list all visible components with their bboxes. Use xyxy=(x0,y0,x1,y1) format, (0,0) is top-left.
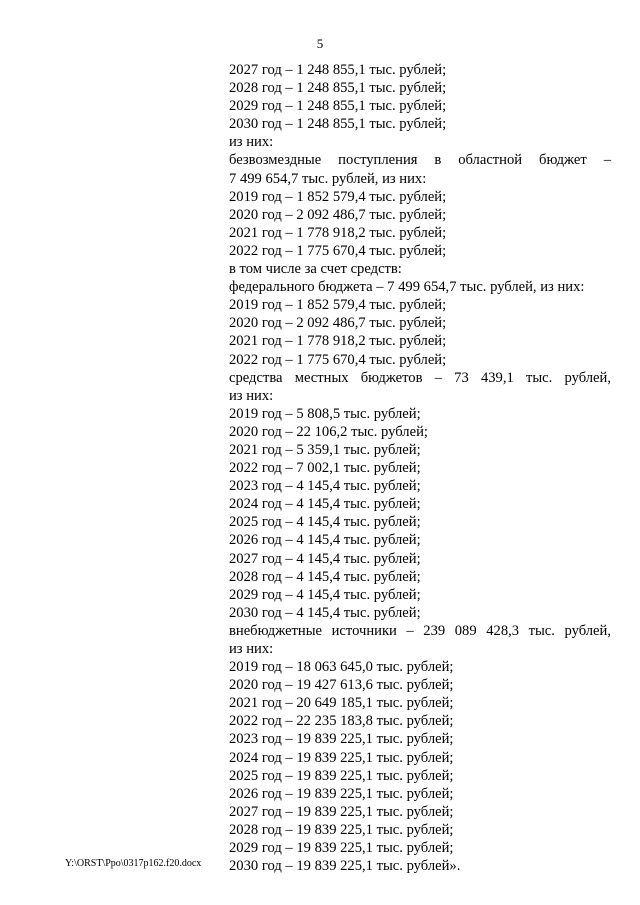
text-line: 2025 год – 4 145,4 тыс. рублей; xyxy=(229,514,421,531)
text-line: 2027 год – 4 145,4 тыс. рублей; xyxy=(229,550,421,567)
text-line: федерального бюджета – 7 499 654,7 тыс. рублей, из них: xyxy=(229,279,585,296)
text-line: 2024 год – 19 839 225,1 тыс. рублей; xyxy=(229,749,454,766)
text-line: 2025 год – 19 839 225,1 тыс. рублей; xyxy=(229,767,454,784)
text-line: 2029 год – 19 839 225,1 тыс. рублей; xyxy=(229,840,454,857)
text-line: 2020 год – 2 092 486,7 тыс. рублей; xyxy=(229,206,447,223)
text-line: 2023 год – 19 839 225,1 тыс. рублей; xyxy=(229,731,454,748)
text-line: 2019 год – 5 808,5 тыс. рублей; xyxy=(229,405,421,422)
text-line: 2021 год – 1 778 918,2 тыс. рублей; xyxy=(229,333,447,350)
text-line: 2022 год – 1 775 670,4 тыс. рублей; xyxy=(229,242,447,259)
text-line: 2028 год – 4 145,4 тыс. рублей; xyxy=(229,568,421,585)
text-line: 2019 год – 1 852 579,4 тыс. рублей; xyxy=(229,188,447,205)
text-line: 2030 год – 1 248 855,1 тыс. рублей; xyxy=(229,116,447,133)
text-line: в том числе за счет средств: xyxy=(229,261,402,278)
text-line: 2021 год – 20 649 185,1 тыс. рублей; xyxy=(229,695,454,712)
text-line: 2026 год – 4 145,4 тыс. рублей; xyxy=(229,532,421,549)
text-line: 2029 год – 1 248 855,1 тыс. рублей; xyxy=(229,98,447,115)
text-line: 2022 год – 7 002,1 тыс. рублей; xyxy=(229,460,421,477)
text-line: из них: xyxy=(229,641,274,657)
text-line: 2019 год – 18 063 645,0 тыс. рублей; xyxy=(229,659,454,676)
text-line: 2021 год – 5 359,1 тыс. рублей; xyxy=(229,441,421,458)
text-line: 2030 год – 4 145,4 тыс. рублей; xyxy=(229,604,421,621)
text-line: 2020 год – 22 106,2 тыс. рублей; xyxy=(229,423,428,440)
text-line: 2026 год – 19 839 225,1 тыс. рублей; xyxy=(229,785,454,802)
text-line: 2024 год – 4 145,4 тыс. рублей; xyxy=(229,496,421,513)
text-line: 2027 год – 19 839 225,1 тыс. рублей; xyxy=(229,803,454,820)
text-line: 2027 год – 1 248 855,1 тыс. рублей; xyxy=(229,62,447,78)
text-line: средства местных бюджетов – 73 439,1 тыс. рублей, xyxy=(229,369,611,386)
text-line: 7 499 654,7 тыс. рублей, из них: xyxy=(229,170,427,187)
text-line: 2030 год – 19 839 225,1 тыс. рублей». xyxy=(229,858,461,875)
text-line: 2029 год – 4 145,4 тыс. рублей; xyxy=(229,586,421,603)
text-line: внебюджетные источники – 239 089 428,3 тыс. рублей, xyxy=(229,622,611,639)
footer-file-path: Y:\ORST\Ppo\0317p162.f20.docx xyxy=(65,858,202,869)
text-line: 2020 год – 2 092 486,7 тыс. рублей; xyxy=(229,315,447,332)
text-line: 2020 год – 19 427 613,6 тыс. рублей; xyxy=(229,677,454,694)
text-line: 2021 год – 1 778 918,2 тыс. рублей; xyxy=(229,224,447,241)
page-number: 5 xyxy=(316,36,324,51)
text-line: 2022 год – 22 235 183,8 тыс. рублей; xyxy=(229,713,454,730)
text-line: 2023 год – 4 145,4 тыс. рублей; xyxy=(229,478,421,495)
text-line: 2028 год – 1 248 855,1 тыс. рублей; xyxy=(229,80,447,97)
text-line: из них: xyxy=(229,387,274,404)
text-line: безвозмездные поступления в областной бюджет – xyxy=(229,152,611,169)
text-line: 2028 год – 19 839 225,1 тыс. рублей; xyxy=(229,821,454,838)
text-line: из них: xyxy=(229,134,274,151)
text-line: 2022 год – 1 775 670,4 тыс. рублей; xyxy=(229,351,447,368)
text-line: 2019 год – 1 852 579,4 тыс. рублей; xyxy=(229,297,447,314)
document-body xyxy=(229,61,611,875)
